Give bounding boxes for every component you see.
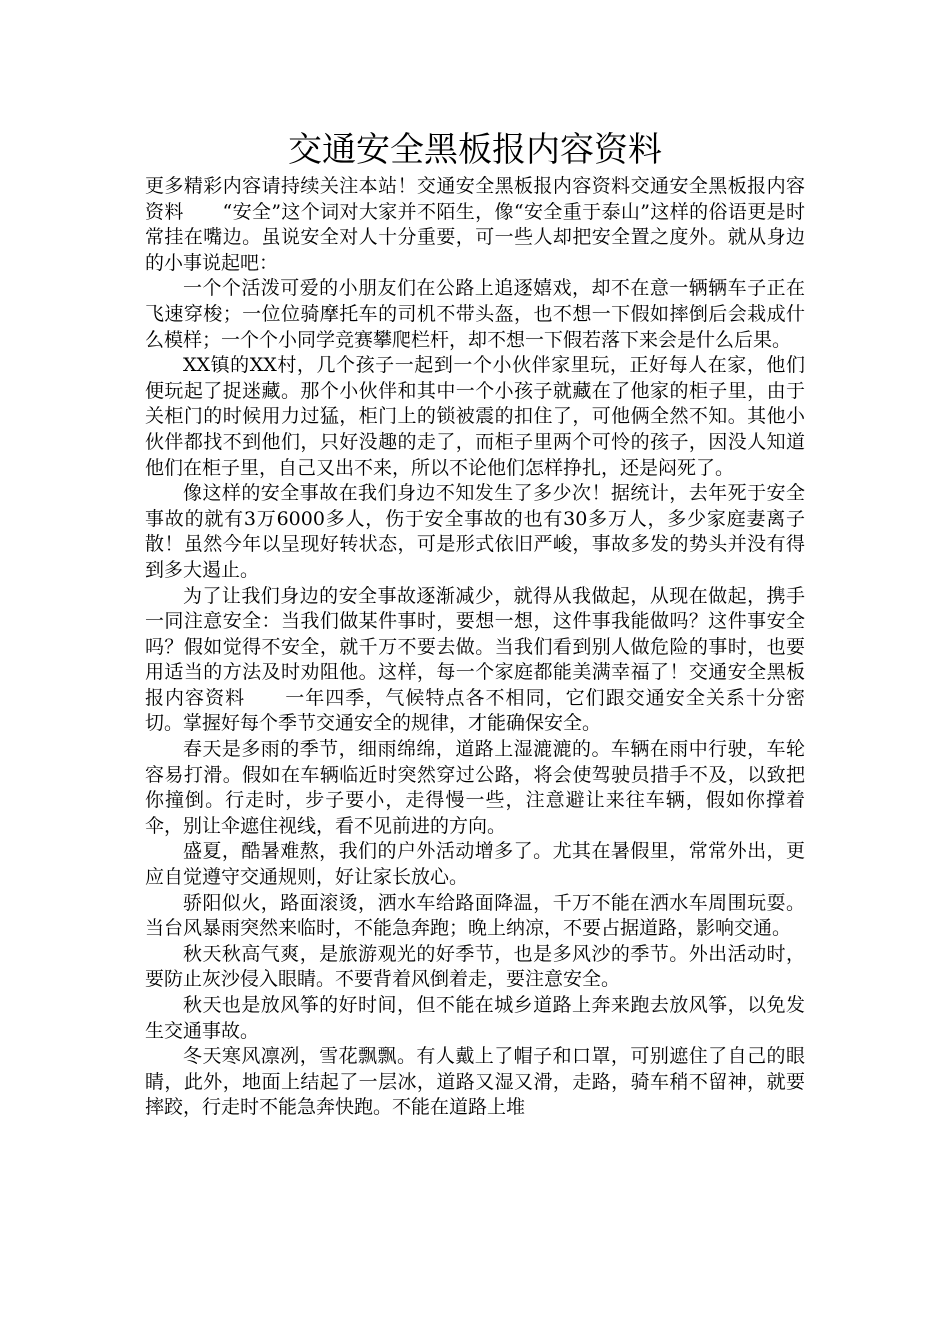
paragraph: XX镇的XX村，几个孩子一起到一个小伙伴家里玩，正好每人在家，他们便玩起了捉迷藏。那个小伙伴和其中一个小孩子就藏在了他家的柜子里，由于关柜门的时候用力过猛，柜门上的锁被震的扣住了，可他俩全然不知。其他小伙伴都找不到他们，只好没趣的走了，而柜子里两个可怜的孩子，因没人知道他们在柜子里，自己又出不来，所以不论他们怎样挣扎，还是闷死了。 <box>145 354 805 479</box>
paragraph: 为了让我们身边的安全事故逐渐减少，就得从我做起，从现在做起，携手一同注意安全：当我们做某件事时，要想一想，这件事我能做吗？这件事安全吗？假如觉得不安全，就千万不要去做。当我们看到别人做危险的事时，也要用适当的方法及时劝阻他。这样，每一个家庭都能美满幸福了！交通安全黑板报内容资料 一年四季，气候特点各不相同，它们跟交通安全关系十分密切。掌握好每个季节交通安全的规律，才能确保安全。 <box>145 584 805 735</box>
document-body <box>145 174 805 1121</box>
paragraph: 秋天也是放风筝的好时间，但不能在城乡道路上奔来跑去放风筝，以免发生交通事故。 <box>145 994 805 1042</box>
paragraph: 像这样的安全事故在我们身边不知发生了多少次！据统计，去年死于安全事故的就有3万6000多人，伤于安全事故的也有30多万人，多少家庭妻离子散！虽然今年以呈现好转状态，可是形式依旧严峻，事故多发的势头并没有得到多大遏止。 <box>145 482 805 581</box>
paragraph: 冬天寒风凛冽，雪花飘飘。有人戴上了帽子和口罩，可别遮住了自己的眼睛，此外，地面上结起了一层冰，道路又湿又滑，走路，骑车稍不留神，就要摔跤，行走时不能急奔快跑。不能在道路上堆 <box>145 1045 805 1119</box>
paragraph: 春天是多雨的季节，细雨绵绵，道路上湿漉漉的。车辆在雨中行驶，车轮容易打滑。假如在车辆临近时突然穿过公路，将会使驾驶员措手不及，以致把你撞倒。行走时，步子要小，走得慢一些，注意避让来往车辆，假如你撑着伞，别让伞遮住视线，看不见前进的方向。 <box>145 738 805 837</box>
document-title: 交通安全黑板报内容资料 <box>288 130 662 170</box>
paragraph: 骄阳似火，路面滚烫，洒水车给路面降温，千万不能在洒水车周围玩耍。当台风暴雨突然来临时，不能急奔跑；晚上纳凉，不要占据道路，影响交通。 <box>145 891 805 940</box>
paragraph: 盛夏，酷暑难熬，我们的户外活动增多了。尤其在暑假里，常常外出，更应自觉遵守交通规则，好让家长放心。 <box>145 840 805 889</box>
paragraph: 更多精彩内容请持续关注本站！交通安全黑板报内容资料交通安全黑板报内容资料 “安全”这个词对大家并不陌生，像“安全重于泰山”这样的俗语更是时常挂在嘴边。虽说安全对人十分重要，可一些人却把安全置之度外。就从身边的小事说起吧： <box>145 175 805 274</box>
paragraph: 秋天秋高气爽，是旅游观光的好季节，也是多风沙的季节。外出活动时，要防止灰沙侵入眼睛。不要背着风倒着走，要注意安全。 <box>145 942 805 991</box>
paragraph: 一个个活泼可爱的小朋友们在公路上追逐嬉戏，却不在意一辆辆车子正在飞速穿梭；一位位骑摩托车的司机不带头盔，也不想一下假如摔倒后会栽成什么模样；一个个小同学竞赛攀爬栏杆，却不想一下假若落下来会是什么后果。 <box>145 277 805 351</box>
